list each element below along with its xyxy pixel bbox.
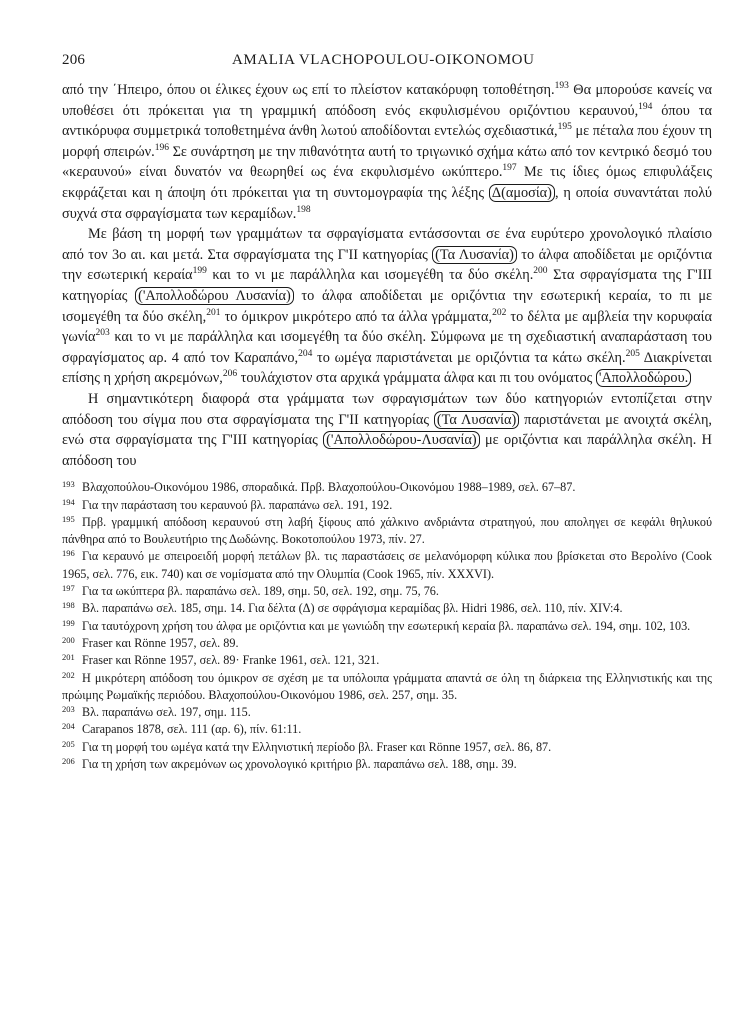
footnote-text: Fraser και Rönne 1957, σελ. 89. bbox=[82, 635, 239, 650]
text: Στα σφραγίσματα της Γ'ΙΙΙ κατηγορίας bbox=[62, 267, 713, 304]
text: Με βάση τη μορφή των γραμμάτων τα σφραγίσματα εντάσσονται σε ένα ευρύτερο χρονολογικό πλαίσιο από τον 3ο αι. και μετά. Στα σφραγίσματα της Γ'ΙΙ κατηγορίας bbox=[62, 226, 712, 263]
footnote-ref[interactable]: 195 bbox=[557, 122, 572, 133]
inscription-box: Δ(αμοσία) bbox=[489, 184, 555, 202]
text: , η οποία συναντάται πολύ συχνά στα σφραγίσματα των κεραμίδων. bbox=[62, 184, 713, 222]
footnote-text: Για την παράσταση του κεραυνού βλ. παραπάνω σελ. 191, 192. bbox=[82, 497, 393, 512]
footnote-text: Fraser και Rönne 1957, σελ. 89· Franke 1961, σελ. 121, 321. bbox=[82, 653, 380, 668]
footnote: 204 Carapanos 1878, σελ. 111 (αρ. 6), πίν. 61:11. bbox=[62, 721, 302, 737]
text: τουλάχιστον στα αρχικά γράμματα άλφα και πι του ονόματος bbox=[237, 370, 596, 387]
text: το άλφα αποδίδεται με οριζόντια την εσωτερική κεραία bbox=[62, 246, 712, 284]
footnote-text: Για κεραυνό με σπειροειδή μορφή πετάλων βλ. τις παραστάσεις σε μελανόμορφη κύλικα που βρίσκεται στο Βερολίνο (Cook 1965, σελ. 776, εικ. 740) και σε νομίσματα από την Ολυμπία (Cook 1965, πίν. XXXVI). bbox=[62, 549, 712, 581]
footnote: 196 Για κεραυνό με σπειροειδή μορφή πετάλων βλ. τις παραστάσεις σε μελανόμορφη κύλικα που βρίσκεται στο Βερολίνο (Cook 1965, σελ. 776, εικ. 740) και σε νομίσματα από την Ολυμπία (Cook 1965, πίν. XXXVI). bbox=[62, 548, 712, 581]
main-text bbox=[62, 80, 712, 471]
text: και το νι με παράλληλα και ισομεγέθη τα δύο σκέλη. bbox=[206, 267, 534, 284]
footnote-ref[interactable]: 205 bbox=[625, 348, 640, 359]
footnote-ref[interactable]: 199 bbox=[192, 266, 207, 277]
footnote-text: Βλ. παραπάνω σελ. 185, σημ. 14. Για δέλτα (Δ) σε σφράγισμα κεραμίδας βλ. Hidri 1986, σελ. 110, πίν. XIV:4. bbox=[82, 601, 623, 616]
paragraph-3 bbox=[62, 389, 712, 471]
text: Με τις ίδιες όμως επιφυλάξεις εκφράζεται και η άποψη ότι πρόκειται για τη συντομογραφία της λέξης bbox=[62, 164, 712, 201]
footnote: 205 Για τη μορφή του ωμέγα κατά την Ελληνιστική περίοδο βλ. Fraser και Rönne 1957, σελ. 86, 87. bbox=[62, 738, 552, 754]
text: με πέταλα που έχουν τη μορφή σπειρών. bbox=[62, 123, 712, 160]
text: Διακρίνεται επίσης η χρήση ακρεμόνων, bbox=[62, 349, 713, 387]
text: το δέλτα με αμβλεία την κορυφαία γωνία bbox=[62, 308, 713, 346]
footnote: 194 Για την παράσταση του κεραυνού βλ. παραπάνω σελ. 191, 192. bbox=[62, 496, 393, 512]
text: Η σημαντικότερη διαφορά στα γράμματα των σφραγισμάτων των δύο κατηγοριών εντοπίζεται στην απόδοση του σίγμα που στα σφραγίσματα της Γ'ΙΙ κατηγορίας bbox=[62, 390, 712, 428]
footnote: 195 Πρβ. γραμμική απόδοση κεραυνού στη λαβή ξίφους από χάλκινο ανδριάντα στρατηγού, που αποληγει σε κεφάλι θηλυκού πάνθηρα από το Βουλευτήριο της Δωδώνης. Βοκοτοπούλου 1973, πίν. 27. bbox=[62, 513, 712, 547]
footnote-text: Για τη μορφή του ωμέγα κατά την Ελληνιστική περίοδο βλ. Fraser και Rönne 1957, σελ. 86, 87. bbox=[82, 739, 552, 754]
footnote-text: Για ταυτόχρονη χρήση του άλφα με οριζόντια και με γωνιώδη την εσωτερική κεραία βλ. παραπάνω σελ. 194, σημ. 102, 103. bbox=[82, 618, 691, 633]
footnote: 193 Βλαχοπούλου-Οικονόμου 1986, σποραδικά. Πρβ. Βλαχοπούλου-Οικονόμου 1988–1989, σελ. 67–87. bbox=[62, 479, 576, 495]
text: παριστάνεται με ανοιχτά σκέλη, ενώ στα σφραγίσματα της Γ'ΙΙΙ κατηγορίας bbox=[62, 411, 712, 449]
footnote-ref[interactable]: 197 bbox=[502, 163, 517, 174]
footnote: 202 Η μικρότερη απόδοση του όμικρον σε σχέση με τα υπόλοιπα γράμματα απαντά σε όλη τη διάρκεια της Ελληνιστικής και της πρώιμης Ρωμαϊκής περιόδου. Βλαχοπούλου-Οικονόμου 1986, σελ. 257, σημ. 35. bbox=[62, 669, 712, 702]
footnote: 199 Για ταυτόχρονη χρήση του άλφα με οριζόντια και με γωνιώδη την εσωτερική κεραία βλ. παραπάνω σελ. 194, σημ. 102, 103. bbox=[62, 617, 691, 633]
text: Θα μπορούσε κανείς να υποθέσει ότι πρόκειται για τη γραμμική απόδοση ενός εκφυλισμένου οριζόντιου κεραυνού, bbox=[62, 82, 712, 119]
running-head-title: AMALIA VLACHOPOULOU-OIKONOMOU bbox=[232, 52, 535, 68]
text: με οριζόντια και παράλληλα σκέλη. Η απόδοση του bbox=[62, 432, 713, 469]
footnote: 206 Για τη χρήση των ακρεμόνων ως χρονολογικό κριτήριο βλ. παραπάνω σελ. 188, σημ. 39. bbox=[62, 756, 517, 772]
footnote-text: Carapanos 1878, σελ. 111 (αρ. 6), πίν. 61:11. bbox=[82, 722, 302, 737]
footnote-ref[interactable]: 196 bbox=[154, 142, 169, 153]
text: το όμικρον μικρότερο από τα άλλα γράμματα, bbox=[220, 308, 493, 325]
footnotes bbox=[62, 479, 712, 773]
footnote: 197 Για τα ωκύπτερα βλ. παραπάνω σελ. 189, σημ. 50, σελ. 192, σημ. 75, 76. bbox=[62, 583, 439, 599]
text: το ωμέγα παριστάνεται με οριζόντια τα κάτω σκέλη. bbox=[312, 349, 626, 366]
text: και το νι με παράλληλα και ισομεγέθη τα δύο σκέλη. Σύμφωνα με τη σχεδιαστική αναπαράσταση του σφραγίσματος αρ. 4 από τον Καραπάνο, bbox=[62, 329, 712, 366]
footnote-text: Πρβ. γραμμική απόδοση κεραυνού στη λαβή ξίφους από χάλκινο ανδριάντα στρατηγού, που αποληγει σε κεφάλι θηλυκού πάνθηρα από το Βουλευτήριο της Δωδώνης. Βοκοτοπούλου 1973, πίν. 27. bbox=[62, 514, 712, 547]
inscription-box: 'Απολλοδώρου. bbox=[596, 369, 691, 387]
footnote-text: Η μικρότερη απόδοση του όμικρον σε σχέση με τα υπόλοιπα γράμματα απαντά σε όλη τη διάρκεια της Ελληνιστικής και της πρώιμης Ρωμαϊκής περιόδου. Βλαχοπούλου-Οικονόμου 1986, σελ. 257, σημ. 35. bbox=[62, 670, 712, 702]
paragraph-2 bbox=[62, 224, 712, 389]
text: Σε συνάρτηση με την πιθανότητα αυτή το τριγωνικό σχήμα κάτω από τον κεντρικό δεσμό του «κεραυνού» είναι δυνατόν να θεωρηθεί ως ένα εκφυλισμένο ωκύπτερο. bbox=[62, 143, 712, 181]
footnote-text: Βλαχοπούλου-Οικονόμου 1986, σποραδικά. Πρβ. Βλαχοπούλου-Οικονόμου 1988–1989, σελ. 67–87. bbox=[82, 480, 576, 495]
inscription-box: ('Απολλοδώρου Λυσανία) bbox=[135, 287, 294, 305]
footnote-ref[interactable]: 206 bbox=[222, 369, 238, 380]
text: από την ΄Ηπειρο, όπου οι έλικες έχουν ως επί το πλείστον κατακόρυφη τοποθέτηση. bbox=[62, 82, 555, 98]
inscription-box: (Τα Λυσανία) bbox=[432, 246, 517, 264]
footnote-ref[interactable]: 193 bbox=[554, 81, 569, 91]
running-header bbox=[62, 52, 712, 80]
footnote-ref[interactable]: 198 bbox=[296, 204, 311, 215]
text: όπου τα αντικόρυφα συμμετρικά τοποθετημένα άνθη λωτού αποδίδονται εντελώς σχεδιαστικά, bbox=[62, 102, 712, 140]
footnote: 198 Βλ. παραπάνω σελ. 185, σημ. 14. Για δέλτα (Δ) σε σφράγισμα κεραμίδας βλ. Hidri 1986, σελ. 110, πίν. XIV:4. bbox=[62, 600, 623, 616]
footnote-text: Για τη χρήση των ακρεμόνων ως χρονολογικό κριτήριο βλ. παραπάνω σελ. 188, σημ. 39. bbox=[82, 757, 517, 772]
page-number: 206 bbox=[62, 52, 86, 68]
footnote: 203 Βλ. παραπάνω σελ. 197, σημ. 115. bbox=[62, 704, 251, 720]
text: το άλφα αποδίδεται με οριζόντια την εσωτερική κεραία, το πι με ισομεγέθη τα δύο σκέλη, bbox=[62, 287, 713, 325]
footnote-ref[interactable]: 202 bbox=[492, 307, 507, 318]
footnote-ref[interactable]: 204 bbox=[298, 348, 313, 359]
footnote-text: Βλ. παραπάνω σελ. 197, σημ. 115. bbox=[82, 705, 251, 720]
footnote: 200 Fraser και Rönne 1957, σελ. 89. bbox=[62, 634, 239, 650]
footnote-ref[interactable]: 201 bbox=[206, 307, 221, 318]
footnote-ref[interactable]: 194 bbox=[638, 101, 653, 112]
footnote-ref[interactable]: 200 bbox=[533, 266, 548, 277]
inscription-box: ('Απολλοδώρου-Λυσανία) bbox=[323, 431, 480, 449]
page bbox=[62, 52, 712, 773]
inscription-box: (Τα Λυσανία) bbox=[434, 411, 519, 429]
footnote-ref[interactable]: 203 bbox=[95, 328, 110, 339]
footnote: 201 Fraser και Rönne 1957, σελ. 89· Franke 1961, σελ. 121, 321. bbox=[62, 652, 380, 668]
paragraph-1 bbox=[62, 80, 712, 224]
footnote-text: Για τα ωκύπτερα βλ. παραπάνω σελ. 189, σημ. 50, σελ. 192, σημ. 75, 76. bbox=[82, 584, 439, 599]
